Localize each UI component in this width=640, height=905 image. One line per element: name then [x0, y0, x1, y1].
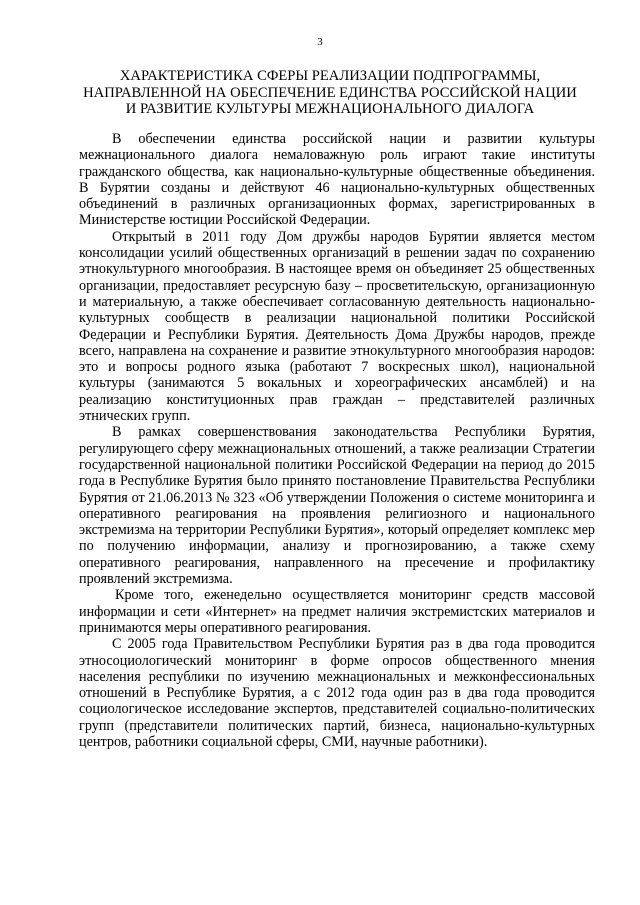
section-title — [70, 68, 590, 118]
paragraph: С 2005 года Правительством Республики Бурятия раз в два года проводится этносоциологический мониторинг в форме опросов общественного мнения населения республики по изучению межнациональных и межконфессиональных отношений в Республике Бурятия, а с 2012 года один раз в два года проводится социологическое исследование экспертов, представителей социально-политических групп (представители политических партий, бизнеса, национально-культурных центров, работники социальной сферы, СМИ, научные работники). — [79, 636, 595, 750]
paragraph: Открытый в 2011 году Дом дружбы народов Бурятии является местом консолидации усилий общественных организаций в решении задач по сохранению этнокультурного многообразия. В настоящее время он объединяет 25 общественных организации, предоставляет ресурсную базу – просветительскую, организационную и материальную, а также обеспечивает согласованную деятельность национально-культурных сообществ в реализации национальной политики Российской Федерации и Республики Бурятия. Деятельность Дома Дружбы народов, прежде всего, направлена на сохранение и развитие этнокультурного многообразия народов: это и вопросы родного языка (работают 7 воскресных школ), национальной культуры (занимаются 5 вокальных и хореографических ансамблей) и на реализацию конституционных прав граждан – представителей различных этнических групп. — [79, 228, 595, 425]
section-title-line: ХАРАКТЕРИСТИКА СФЕРЫ РЕАЛИЗАЦИИ ПОДПРОГРАММЫ, — [119, 68, 541, 84]
paragraph: В рамках совершенствования законодательства Республики Бурятия, регулирующего сферу межнациональных отношений, а также реализации Стратегии государственной национальной политики Российской Федерации на период до 2015 года в Республике Бурятия было принято постановление Правительства Республики Бурятия от 21.06.2013 № 323 «Об утверждении Положения о системе мониторинга и оперативного реагирования на проявления религиозного и национального экстремизма на территории Республики Бурятия», который определяет комплекс мер по получению информации, анализу и прогнозированию, а также схему оперативного реагирования, направленного на пресечение и профилактику проявлений экстремизма. — [79, 424, 595, 588]
page-number: 3 — [317, 36, 323, 48]
section-title-line: И РАЗВИТИЕ КУЛЬТУРЫ МЕЖНАЦИОНАЛЬНОГО ДИАЛОГА — [125, 101, 535, 118]
paragraph: Кроме того, еженедельно осуществляется мониторинг средств массовой информации и сети «Интернет» на предмет наличия экстремистских материалов и принимаются меры оперативного реагирования. — [79, 587, 595, 636]
body-text — [79, 131, 595, 750]
paragraph: В обеспечении единства российской нации и развитии культуры межнационального диалога немаловажную роль играют такие институты гражданского общества, как национально-культурные общественные объединения. В Бурятии созданы и действуют 46 национально-культурных общественных объединений в различных организационных формах, зарегистрированных в Министерстве юстиции Российской Федерации. — [79, 131, 595, 229]
section-title-line: НАПРАВЛЕННОЙ НА ОБЕСПЕЧЕНИЕ ЕДИНСТВА РОССИЙСКОЙ НАЦИИ — [83, 84, 577, 101]
